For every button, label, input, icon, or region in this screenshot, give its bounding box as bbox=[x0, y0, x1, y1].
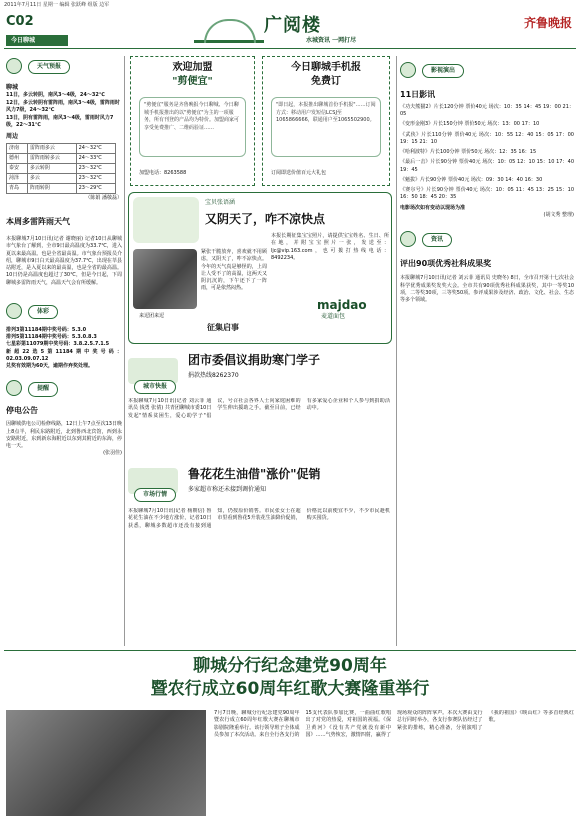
brand-sub: 麦道面包 bbox=[321, 313, 346, 320]
table-row bbox=[7, 153, 116, 163]
table-cell: 多云转阴 bbox=[27, 163, 76, 173]
table-cell: 23～29℃ bbox=[76, 183, 115, 193]
section-bar: 今日聊城 bbox=[6, 35, 68, 46]
film-list bbox=[400, 104, 574, 202]
remind-tag: 提醒 bbox=[28, 382, 58, 396]
promo2-sub: 免费订 bbox=[311, 75, 341, 87]
info-title: 评出90项优秀社科成果奖 bbox=[400, 258, 492, 268]
remind-title: 停电公告 bbox=[6, 406, 38, 416]
weather-source: （陈娟 潘敬磊） bbox=[85, 194, 122, 201]
remind-source: (张羽佳) bbox=[103, 450, 122, 457]
page-topline: 2011年7月11日 星期一 编辑 张跃峰 组版 边军 bbox=[4, 2, 110, 8]
weather-city: 聊城 bbox=[6, 84, 19, 91]
table-row bbox=[7, 183, 116, 193]
promo1-title: 欢迎加盟 bbox=[172, 62, 213, 73]
lottery-item: 排列5第11184期中奖号码：5.3.0.8.3 bbox=[6, 334, 97, 341]
lottery-list bbox=[6, 327, 122, 371]
lottery-item: 兑奖有效期为60天，逾期作弃奖处理。 bbox=[6, 363, 93, 370]
kids-call: 征集启事 bbox=[207, 323, 239, 332]
promo1-sub: "剪便宜" bbox=[172, 75, 213, 87]
column-divider bbox=[396, 56, 397, 646]
baby-photo bbox=[133, 249, 197, 309]
brand-logo: majdao bbox=[317, 298, 367, 312]
film-reel-icon bbox=[400, 62, 416, 78]
city-news-tag: 城市快报 bbox=[134, 380, 176, 394]
lottery-item: 排列3第11184期中奖号码：5.3.0 bbox=[6, 326, 87, 333]
kids-contact: 本报长期征集宝宝照片，请提供宝宝姓名、生日、所在地，并附宝宝照片一张，发送至：ljc@vip.163.com，也可拨打热线电话：8492234。 bbox=[271, 233, 389, 261]
kids-box bbox=[128, 192, 392, 344]
banner-line1: 聊城分行纪念建党90周年 bbox=[193, 656, 387, 676]
info-tag: 资讯 bbox=[422, 233, 452, 247]
bell-icon bbox=[6, 380, 22, 396]
film-item: 《功夫熊猫2》片长120分钟 票价40元 场次：10：35 14：45 19：00 21：05 bbox=[400, 103, 574, 118]
masthead-title: 广阅楼 bbox=[264, 15, 321, 36]
info-body: 本报聊城7月10日讯(记者 刘云菲 通讯员 史晓冬) 8日，全市召开第十七次社会科学优秀成果奖发奖大会。全市共有90项优秀社科成果获奖，其中一等奖10项，二等奖30项，三等奖50项。参评成果涉及经济、政治、文化、社会、生态等多个领域。 bbox=[400, 275, 574, 304]
city-news bbox=[128, 350, 392, 460]
lottery-item: 七星彩第11079期中奖号码：3.8.2.5.7.1.5 bbox=[6, 341, 110, 348]
nearby-weather-table bbox=[6, 143, 116, 194]
promo-jianpianyi bbox=[130, 56, 255, 186]
banner-line2: 暨农行成立60周年红歌大赛隆重举行 bbox=[150, 678, 430, 699]
film-item: 《赛尔号》片长90分钟 票价40元 场次：10：05 11：45 13：25 15：10 16：50 18：45 20：35 bbox=[400, 187, 574, 201]
film-item: 《最后一击》片长90分钟 票价40元 场次：10：05 12：10 15：10 17：40 19：45 bbox=[400, 159, 574, 173]
table-cell: 德州 bbox=[7, 153, 28, 163]
table-cell: 阵雨转阴 bbox=[27, 183, 76, 193]
table-cell: 济南 bbox=[7, 143, 28, 153]
sun-icon bbox=[6, 58, 22, 74]
table-row bbox=[7, 173, 116, 183]
table-cell: 泰安 bbox=[7, 163, 28, 173]
masthead bbox=[194, 13, 394, 47]
table-cell: 24～32℃ bbox=[76, 143, 115, 153]
city-news-sub: 捐款热线8262370 bbox=[188, 372, 239, 379]
sports-tag: 体彩 bbox=[28, 305, 58, 319]
remind-body: 因聊城供电公司检修线路，12日上午7点至次13日晚上8点半，利民东路附近，北到鲁西北宾馆，西到永安路附近，东到新东海附近以东到其附近的东海，停电一天。 bbox=[6, 421, 122, 450]
column-divider bbox=[124, 56, 125, 646]
city-news-body: 本报聊城7月10日讯(记者 刘云菲 通讯员 钱勇 张倩) 共青团聊城市委10日发起"情系贫困生，爱心助学子"倡议，号召社会各界人士向家庭困难的学生伸出援助之手。截至目前，已经有多家爱心企业和个人参与到捐助活动中。 bbox=[128, 398, 390, 419]
left-story-title: 本周多雷阵雨天气 bbox=[6, 217, 70, 227]
promo2-note: 订阅即送价值百元大礼包 bbox=[271, 170, 327, 177]
market-tag: 市场行情 bbox=[134, 488, 176, 502]
masthead-subtitle: 水城资讯 一网打尽 bbox=[306, 37, 357, 44]
kids-headline: 又阴天了，咋不凉快点 bbox=[205, 212, 326, 226]
weather-list bbox=[6, 92, 122, 130]
choir-photo bbox=[6, 710, 206, 816]
kids-tag: 宝贝张语涵 bbox=[205, 199, 236, 206]
table-cell: 23～32℃ bbox=[76, 163, 115, 173]
banner-headline bbox=[20, 655, 560, 701]
promo-mobile-paper bbox=[262, 56, 390, 186]
market-body: 本报聊城7月10日讯(记者 杨朝信) 鲁花花生油在不少地方涨价，记者10日获悉，聊城多数超市还没有接到通知，仍按原价销售。市民张女士在超市里看到鲁花5升装花生油降价促销，价格比以前便宜不少，不少市民趁机购买囤货。 bbox=[128, 508, 390, 529]
table-cell: 菏泽 bbox=[7, 173, 28, 183]
film-item: 《魁拔》片长90分钟 票价40元 场次：09：30 14：40 16：30 bbox=[400, 176, 543, 183]
page-number: C02 bbox=[6, 14, 34, 29]
nearby-heading: 周边 bbox=[6, 132, 19, 140]
weather-item: 11日，多云转阴，南风3～4级，24～32℃ bbox=[6, 92, 105, 99]
kids-body: 紧张干脆放弃，喜欢就不用顾虑，又阴天了，咋不凉快点。今年的天气真是够怪的，上周让人受不了的高温，这两天又阴沉沉的，下午还下了一阵雨，可是依然闷热。 bbox=[201, 249, 267, 292]
film-item: 《武侠》片长110分钟 票价40元 场次：10：55 12：40 15：05 17：00 19：15 21：10 bbox=[400, 131, 574, 145]
table-cell: 青岛 bbox=[7, 183, 28, 193]
film-source: (胡文秀 整理) bbox=[543, 211, 574, 218]
weather-tag: 天气预报 bbox=[28, 60, 70, 74]
film-notice: 电影场次如有变动以现场为准 bbox=[400, 204, 466, 211]
table-row bbox=[7, 143, 116, 153]
table-cell: 24～33℃ bbox=[76, 153, 115, 163]
film-title: 11日影讯 bbox=[400, 90, 436, 99]
table-cell: 雷阵雨转多云 bbox=[27, 153, 76, 163]
kids-logo-icon bbox=[133, 197, 199, 243]
weather-item: 12日，多云转阴有雷阵雨，南风3～4级，雷阵雨时风力7级，24～32℃ bbox=[6, 99, 120, 114]
promo2-title: 今日聊城手机报 bbox=[291, 62, 361, 73]
left-column bbox=[6, 56, 122, 646]
left-story-body: 本报聊城7月10日讯(记者 谢晓丽) 记者10日从聊城市气象台了解到，全市9日最高温度为33.7℃，进入夏以来最高温。也是全省最高温。市气象台预报员介绍，聊城市9日白天最高温度为37.7℃，出现在莘县站附近，是入夏以来的最高温，也是全省的最高温。10日仍是高温度也超过了30℃，但是今日起，下周聊城多雷阵雨天气，高温天气会有所缓解。 bbox=[6, 236, 122, 286]
football-icon bbox=[6, 303, 22, 319]
film-item: 《哈利波特》片长100分钟 票价50元 场次：12：35 16：15 bbox=[400, 149, 537, 156]
table-cell: 23～32℃ bbox=[76, 173, 115, 183]
promo1-contact: 加盟电话：8263588 bbox=[139, 170, 187, 177]
banner-rule bbox=[4, 650, 576, 651]
page-header bbox=[4, 11, 576, 49]
city-news-title: 团市委倡议捐助寒门学子 bbox=[188, 353, 321, 367]
qrcode-text: 来逗团来逗 bbox=[139, 313, 165, 319]
table-cell: 雷阵雨多云 bbox=[27, 143, 76, 153]
paper-logo: 齐鲁晚报 bbox=[523, 16, 572, 30]
market-sub: 多家超市称还未接到调价通知 bbox=[188, 486, 267, 493]
market-news bbox=[128, 464, 392, 639]
info-icon bbox=[400, 231, 416, 247]
banner-body: 7月7日晚，聊城分行纪念建党90周年暨农行成立60周年红歌大赛在聊城市影剧院隆重举行。该行领导班子全体成员参加了本次活动。来自全行各支行的15支代表队参加比赛，一曲曲红歌唱出了对党的热爱，对祖国的祝福。《保卫黄河》《没有共产党就没有新中国》……气势恢宏，激情四射，赢得了现场观众的阵阵掌声。本次大赛由支行总行同时举办，各支行参赛队伍经过了紧张的排练，精心准备，分别演唱了《我的祖国》《映山红》等多首经典红歌。 bbox=[214, 710, 574, 738]
market-title: 鲁花花生油借"涨价"促销 bbox=[188, 467, 321, 481]
promo1-text: "剪便宜"服务是齐鲁晚报今日聊城、今日聊城手机报推出的以"剪便宜"为主的一项服务，所有刊登的产品均为特价。加盟商家可享受免费推广、二维码验证…… bbox=[139, 97, 246, 157]
masthead-arch-icon bbox=[194, 13, 264, 43]
table-cell: 多云 bbox=[27, 173, 76, 183]
lottery-item: 新超22选5第11184期中奖号码：02.03.09.07.12 bbox=[6, 348, 122, 362]
weather-item: 13日，阴有雷阵雨，南风3～4级，雷雨时风力7级，22～31℃ bbox=[6, 114, 114, 129]
film-item: 《变形金刚3》片长150分钟 票价50元 场次：13：00 17：10 bbox=[400, 121, 540, 128]
table-row bbox=[7, 163, 116, 173]
film-tag: 影视演出 bbox=[422, 64, 464, 78]
promo2-text: "即日起，本报推出聊城首份手机报"……订阅方式：移动用户发短信LCSJ至1065866666，联通用户至1065502900。 bbox=[271, 97, 381, 157]
right-column bbox=[400, 60, 574, 650]
